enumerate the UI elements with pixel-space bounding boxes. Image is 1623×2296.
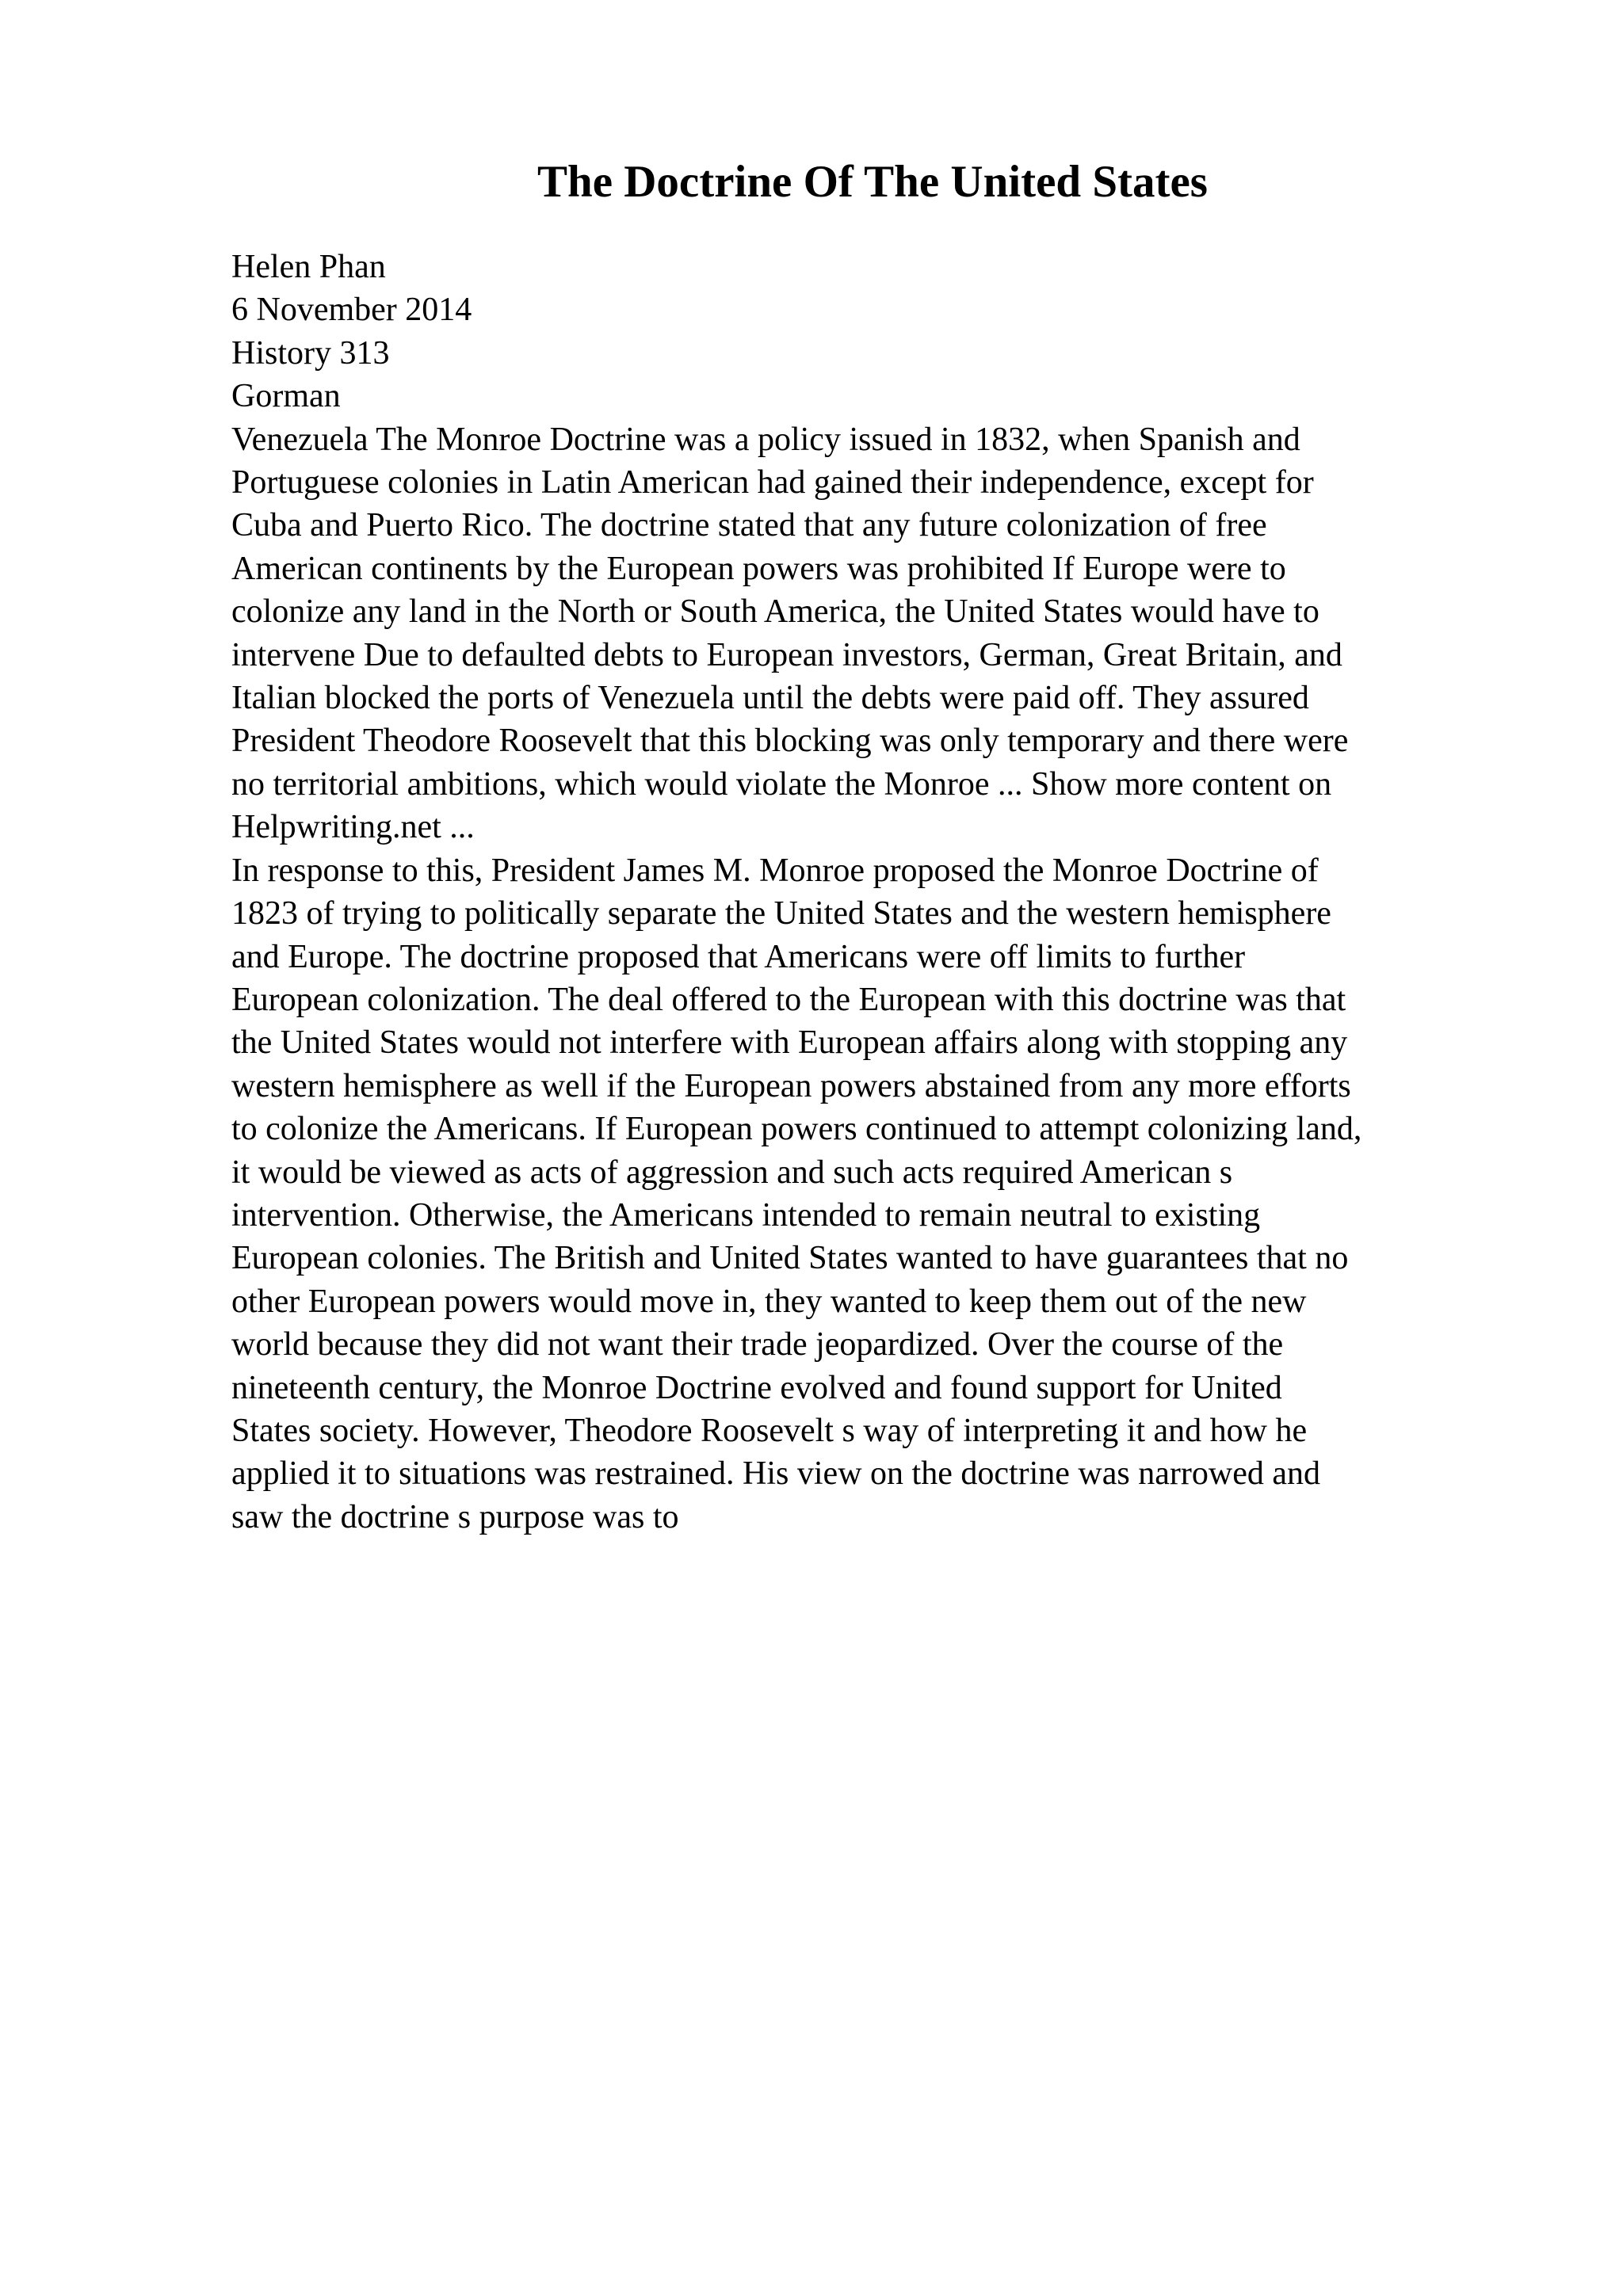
text-line: colonize any land in the North or South America, the United States would have to (231, 593, 1319, 631)
text-line: to colonize the Americans. If European powers continued to attempt colonizing land, (231, 1111, 1362, 1148)
text-line: intervention. Otherwise, the Americans intended to remain neutral to existing (231, 1196, 1261, 1234)
text-line: it would be viewed as acts of aggression and such acts required American s (231, 1154, 1233, 1191)
text-line: world because they did not want their trade jeopardized. Over the course of the (231, 1326, 1284, 1363)
text-line: and Europe. The doctrine proposed that Americans were off limits to further (231, 938, 1246, 975)
text-line: Venezuela The Monroe Doctrine was a policy issued in 1832, when Spanish and (231, 421, 1300, 458)
text-line: nineteenth century, the Monroe Doctrine evolved and found support for United (231, 1369, 1282, 1406)
text-line: western hemisphere as well if the European powers abstained from any more efforts (231, 1067, 1351, 1104)
text-line: Portuguese colonies in Latin American had gained their independence, except for (231, 464, 1314, 502)
text-line: Cuba and Puerto Rico. The doctrine stated that any future colonization of free (231, 507, 1267, 544)
text-line: American continents by the European powers was prohibited If Europe were to (231, 550, 1286, 587)
paragraph-2 (231, 849, 1523, 1539)
text-line: saw the doctrine s purpose was to (231, 1498, 679, 1535)
paragraph-1 (231, 418, 1523, 849)
text-line: Italian blocked the ports of Venezuela until the debts were paid off. They assured (231, 680, 1309, 717)
document-title: The Doctrine Of The United States (537, 157, 1208, 207)
text-line: States society. However, Theodore Roosevelt s way of interpreting it and how he (231, 1412, 1308, 1449)
author-name: Helen Phan (231, 249, 386, 285)
text-line: Helpwriting.net ... (231, 809, 475, 846)
text-line: other European powers would move in, they wanted to keep them out of the new (231, 1283, 1307, 1320)
text-line: applied it to situations was restrained. His view on the doctrine was narrowed and (231, 1455, 1320, 1493)
document-date: 6 November 2014 (231, 292, 472, 329)
text-line: no territorial ambitions, which would violate the Monroe ... Show more content on (231, 765, 1332, 803)
text-line: intervene Due to defaulted debts to European investors, German, Great Britain, and (231, 636, 1342, 673)
text-line: In response to this, President James M. Monroe proposed the Monroe Doctrine of (231, 852, 1319, 889)
text-line: European colonies. The British and United States wanted to have guarantees that no (231, 1240, 1349, 1277)
text-line: European colonization. The deal offered to the European with this doctrine was that (231, 981, 1346, 1018)
text-line: 1823 of trying to politically separate the United States and the western hemisphere (231, 895, 1331, 933)
text-line: the United States would not interfere with European affairs along with stopping any (231, 1024, 1348, 1062)
text-line: President Theodore Roosevelt that this blocking was only temporary and there were (231, 723, 1349, 760)
course-name: History 313 (231, 334, 390, 372)
instructor-name: Gorman (231, 378, 341, 415)
document-header (231, 246, 1523, 418)
document-body (231, 246, 1523, 1539)
